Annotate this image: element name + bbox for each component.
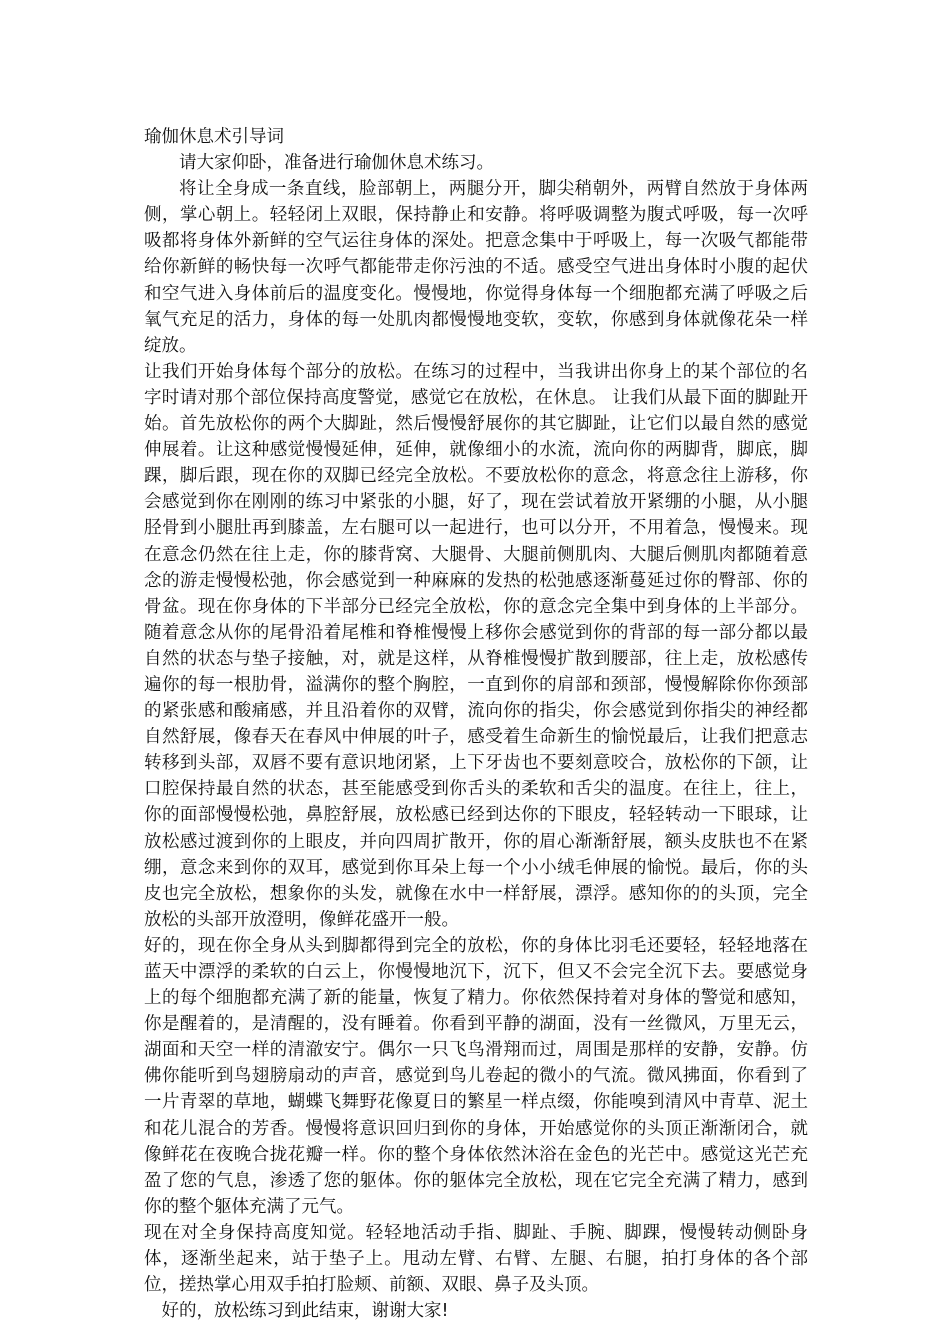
paragraph-awakening: 现在对全身保持高度知觉。轻轻地活动手指、脚趾、手腕、脚踝，慢慢转动侧卧身体，逐渐坐起来，站于垫子上。甩动左臂、右臂、左腿、右腿，拍打身体的各个部位，搓热掌心用双手拍打脸颊、前额、双眼、鼻子及头顶。 [144, 1222, 808, 1296]
document-page [144, 124, 808, 1324]
document-title: 瑜伽休息术引导词 [144, 127, 284, 147]
paragraph-breathing: 将让全身成一条直线，脸部朝上，两腿分开，脚尖稍朝外，两臂自然放于身体两侧，掌心朝上。轻轻闭上双眼，保持静止和安静。将呼吸调整为腹式呼吸，每一次呼吸都将身体外新鲜的空气运往身体的深处。把意念集中于呼吸上，每一次吸气都能带给你新鲜的畅快每一次呼气都能带走你污浊的不适。感受空气进出身体时小腹的起伏和空气进入身体前后的温度变化。慢慢地，你觉得身体每一个细胞都充满了呼吸之后氧气充足的活力，身体的每一处肌肉都慢慢地变软，变软，你感到身体就像花朵一样绽放。 [144, 179, 808, 356]
paragraph-visualization: 好的，现在你全身从头到脚都得到完全的放松，你的身体比羽毛还要轻，轻轻地落在蓝天中漂浮的柔软的白云上，你慢慢地沉下，沉下，但又不会完全沉下去。要感觉身上的每个细胞都充满了新的能量，恢复了精力。你依然保持着对身体的警觉和感知，你是醒着的，是清醒的，没有睡着。你看到平静的湖面，没有一丝微风，万里无云，湖面和天空一样的清澈安宁。偶尔一只飞鸟滑翔而过，周围是那样的安静，安静。仿佛你能听到鸟翅膀扇动的声音，感觉到鸟儿卷起的微小的气流。微风拂面，你看到了一片青翠的草地，蝴蝶飞舞野花像夏日的繁星一样点缀，你能嗅到清风中青草、泥土和花儿混合的芳香。慢慢将意识回归到你的身体，开始感觉你的头顶正渐渐闭合，就像鲜花在夜晚合拢花瓣一样。你的整个身体依然沐浴在金色的光芒中。感觉这光芒充盈了您的气息，渗透了您的躯体。你的躯体完全放松，现在它完全充满了精力，感到你的整个躯体充满了元气。 [144, 935, 808, 1217]
paragraph-intro: 请大家仰卧，准备进行瑜伽休息术练习。 [179, 153, 494, 174]
paragraph-closing: 好的，放松练习到此结束，谢谢大家! [161, 1301, 449, 1322]
paragraph-body-relaxation: 让我们开始身体每个部分的放松。在练习的过程中，当我讲出你身上的某个部位的名字时请对那个部位保持高度警觉，感觉它在放松，在休息。 让我们从最下面的脚趾开始。首先放松你的两个大脚趾，然后慢慢舒展你的其它脚趾，让它们以最自然的感觉伸展着。让这种感觉慢慢延伸，延伸，就像细小的水流，流向你的两脚背，脚底，脚踝，脚后跟，现在你的双脚已经完全放松。不要放松你的意念，将意念往上游移，你会感觉到你在刚刚的练习中紧张的小腿，好了，现在尝试着放开紧绷的小腿，从小腿胫骨到小腿肚再到膝盖，左右腿可以一起进行，也可以分开，不用着急，慢慢来。现在意念仍然在往上走，你的膝背窝、大腿骨、大腿前侧肌肉、大腿后侧肌肉都随着意念的游走慢慢松弛，你会感觉到一种麻麻的发热的松弛感逐渐蔓延过你的臀部、你的骨盆。现在你身体的下半部分已经完全放松，你的意念完全集中到身体的上半部分。随着意念从你的尾骨沿着尾椎和脊椎慢慢上移你会感觉到你的背部的每一部分都以最自然的状态与垫子接触，对，就是这样，从脊椎慢慢扩散到腰部，往上走，放松感传遍你的每一根肋骨，溢满你的整个胸腔，一直到你的肩部和颈部，慢慢解除你你颈部的紧张感和酸痛感，并且沿着你的双臂，流向你的指尖，你会感觉到你指尖的神经都自然舒展，像春天在春风中伸展的叶子，感受着生命新生的愉悦最后，让我们把意志转移到头部，双唇不要有意识地闭紧，上下牙齿也不要刻意咬合，放松你的下颌，让口腔保持最自然的状态，甚至能感受到你舌头的柔软和舌尖的温度。在往上，往上，你的面部慢慢松弛，鼻腔舒展，放松感已经到达你的下眼皮，轻轻转动一下眼球，让放松感过渡到你的上眼皮，并向四周扩散开，你的眉心渐渐舒展，额头皮肤也不在紧绷，意念来到你的双耳，感觉到你耳朵上每一个小小绒毛伸展的愉悦。最后，你的头皮也完全放松，想象你的头发，就像在水中一样舒展，漂浮。感知你的的头顶，完全放松的头部开放澄明，像鲜花盛开一般。 [144, 361, 808, 930]
